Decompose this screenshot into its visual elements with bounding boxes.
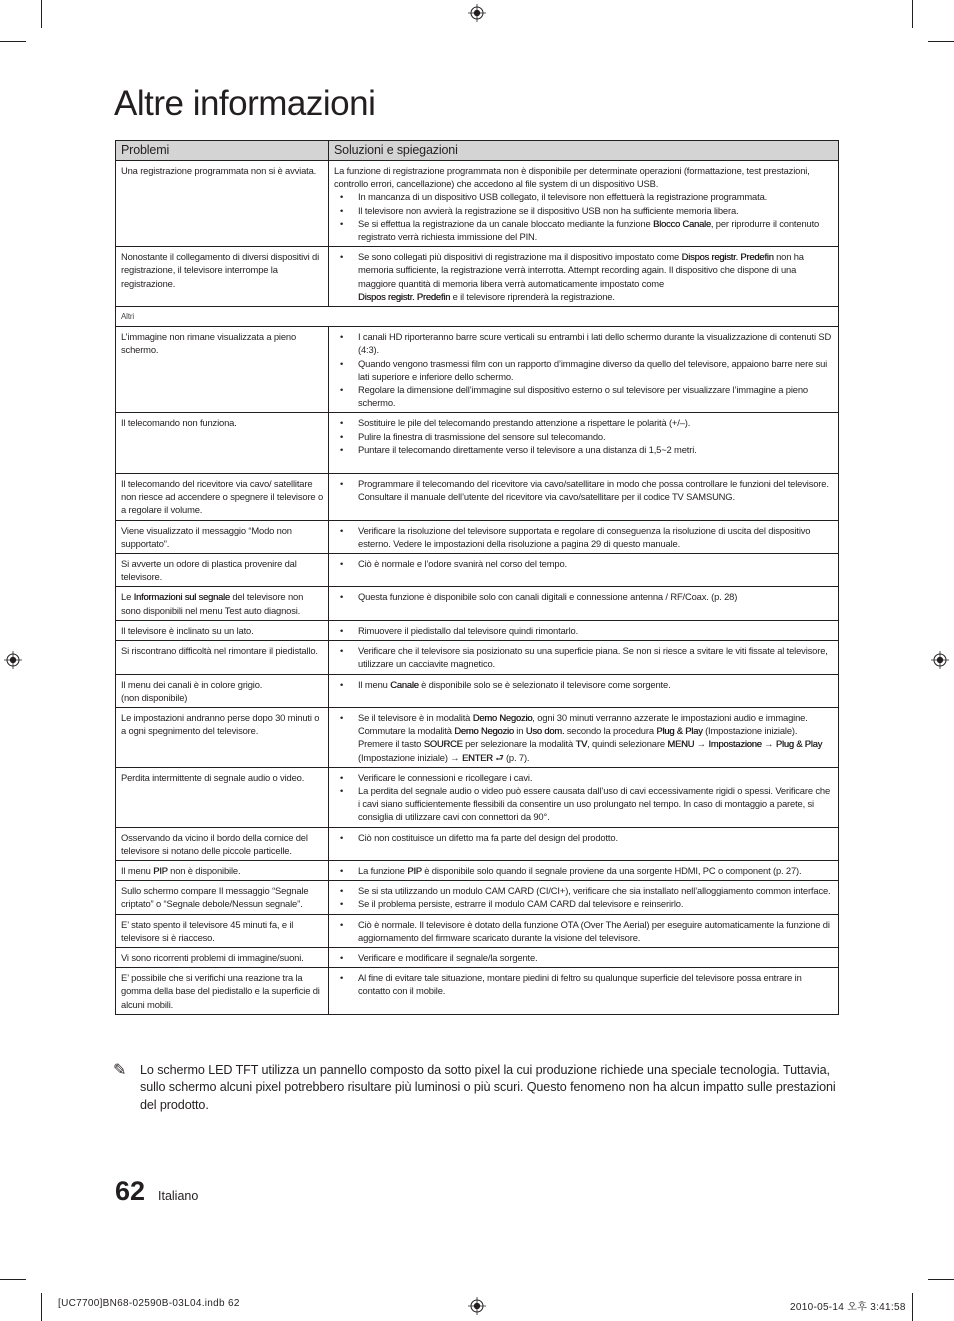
solution-cell xyxy=(329,860,839,880)
solution-item: • Quando vengono trasmessi film con un rapporto d’immagine diverso da quello del televisore, appaiono barre nere sui lati superiore e inferiore dello schermo. xyxy=(334,357,833,383)
column-header-solutions: Soluzioni e spiegazioni xyxy=(329,141,839,161)
solution-item: • Il menu Canale è disponibile solo se è selezionato il televisore come sorgente. xyxy=(334,678,833,691)
solution-item: • Verificare la risoluzione del televisore supportata e regolare di conseguenza la risoluzione di uscita del dispositivo esterno. Vedere le impostazioni della risoluzione a pagina 29 di questo manuale. xyxy=(334,524,833,550)
problem-cell: Il telecomando del ricevitore via cavo/ satellitare non riesce ad accendere o spegnere il televisore o a regolare il volume. xyxy=(116,474,329,521)
problem-cell: Il telecomando non funziona. xyxy=(116,413,329,474)
table-row xyxy=(116,641,839,674)
registration-mark-icon xyxy=(4,651,22,669)
table-row xyxy=(116,860,839,880)
solution-item: • Sostituire le pile del telecomando prestando attenzione a rispettare le polarità (+/–). xyxy=(334,416,833,429)
table-row xyxy=(116,554,839,587)
problem-cell: Perdita intermittente di segnale audio o video. xyxy=(116,767,329,827)
solution-list xyxy=(334,771,833,824)
page-title: Altre informazioni xyxy=(114,84,376,123)
table-header-row xyxy=(116,141,839,161)
solution-cell xyxy=(329,947,839,967)
solution-list xyxy=(334,477,833,503)
crop-mark xyxy=(912,1293,913,1321)
table-row xyxy=(116,247,839,307)
solution-intro: La funzione di registrazione programmata non è disponibile per determinate operazioni (formattazione, test prestazioni, controllo errori, cancellazione) che accedono al file system di un dispositivo USB. xyxy=(334,165,810,190)
solution-item: • Ciò non costituisce un difetto ma fa parte del design del prodotto. xyxy=(334,831,833,844)
solution-item: • Il televisore non avvierà la registrazione se il dispositivo USB non ha sufficiente memoria libera. xyxy=(334,204,833,217)
solution-list xyxy=(334,524,833,550)
note-text: Lo schermo LED TFT utilizza un pannello composto da sotto pixel la cui produzione richiede una speciale tecnologia. Tuttavia, sullo schermo alcuni pixel potrebbero risultare più luminosi o più scuri. Questo fenomeno non ha alcun impatto sulle prestazioni del prodotto. xyxy=(140,1063,836,1112)
solution-cell xyxy=(329,707,839,767)
solution-item: • Regolare la dimensione dell’immagine sul dispositivo esterno o sul televisore per visualizzare l’immagine a pieno schermo. xyxy=(334,383,833,409)
solution-item: • Puntare il telecomando direttamente verso il televisore a una distanza di 1,5~2 metri. xyxy=(334,443,833,456)
solution-list xyxy=(334,330,833,409)
solution-cell xyxy=(329,914,839,947)
table-row xyxy=(116,413,839,474)
solution-list xyxy=(334,971,833,997)
problem-cell: E’ possibile che si verifichi una reazione tra la gomma della base del piedistallo e la superficie di alcuni mobili. xyxy=(116,968,329,1015)
solution-item: • La perdita del segnale audio o video può essere causata dall’uso di cavi eccessivamente rigidi o spessi. Verificare che i cavi siano sufficientemente flessibili da consentire un uso prolungato nel tempo. In caso di montaggio a parete, si consiglia di utilizzare cavi con connettori da 90°. xyxy=(334,784,833,824)
solution-item: • Ciò è normale. Il televisore è dotato della funzione OTA (Over The Aerial) per eseguire automaticamente la funzione di aggiornamento del firmware scaricato durante la visione del televisore. xyxy=(334,918,833,944)
table-row xyxy=(116,327,839,413)
table-row xyxy=(116,968,839,1015)
problem-cell: Una registrazione programmata non si è avviata. xyxy=(116,161,329,247)
registration-mark-icon xyxy=(468,4,486,22)
table-row xyxy=(116,767,839,827)
solution-cell xyxy=(329,554,839,587)
solution-list xyxy=(334,624,833,637)
solution-cell xyxy=(329,474,839,521)
problem-cell: Il televisore è inclinato su un lato. xyxy=(116,620,329,640)
solution-item: • La funzione PIP è disponibile solo quando il segnale proviene da una sorgente HDMI, PC o component (p. 27). xyxy=(334,864,833,877)
note xyxy=(113,1062,843,1114)
solution-list xyxy=(334,190,833,243)
table-row xyxy=(116,520,839,553)
solution-list xyxy=(334,884,833,910)
problem-cell: Osservando da vicino il bordo della cornice del televisore si notano delle piccole particelle. xyxy=(116,827,329,860)
solution-item: • Questa funzione è disponibile solo con canali digitali e connessione antenna / RF/Coax. (p. 28) xyxy=(334,590,833,603)
solution-cell xyxy=(329,881,839,914)
table-row xyxy=(116,881,839,914)
solution-list xyxy=(334,250,833,303)
solution-item: • Se il televisore è in modalità Demo Negozio, ogni 30 minuti verranno azzerate le impostazioni audio e immagine. Commutare la modalità Demo Negozio in Uso dom. secondo la procedura Plug & Play (Impostazione iniziale). Premere il tasto SOURCE per selezionare la modalità TV, quindi selezionare MENU → Impostazione → Plug & Play (Impostazione iniziale) → ENTER ⮐ (p. 7). xyxy=(334,711,833,764)
problem-cell: Si avverte un odore di plastica provenire dal televisore. xyxy=(116,554,329,587)
problem-cell: Si riscontrano difficoltà nel rimontare il piedistallo. xyxy=(116,641,329,674)
solution-cell xyxy=(329,968,839,1015)
solution-list xyxy=(334,951,833,964)
crop-mark xyxy=(41,0,42,28)
solution-item: • I canali HD riporteranno barre scure verticali su entrambi i lati dello schermo durante la visualizzazione di contenuti SD (4:3). xyxy=(334,330,833,356)
crop-mark xyxy=(912,0,913,28)
solution-item: • Se sono collegati più dispositivi di registrazione ma il dispositivo impostato come Dispos registr. Predefin non ha memoria sufficiente, la registrazione verrà interrotta. Attempt recording again. Il dispositivo che dispone di una maggiore quantità di memoria libera verrà automaticamente impostato come Dispos registr. Predefin e il televisore riprenderà la registrazione. xyxy=(334,250,833,303)
solution-cell xyxy=(329,674,839,707)
solution-item: • Se il problema persiste, estrarre il modulo CAM CARD dal televisore e reinserirlo. xyxy=(334,897,833,910)
solution-list xyxy=(334,864,833,877)
solution-item: • Se si effettua la registrazione da un canale bloccato mediante la funzione Blocco Canale, per riprodurre il contenuto registrato verrà richiesta immissione del PIN. xyxy=(334,217,833,243)
solution-cell xyxy=(329,767,839,827)
solution-item: • Pulire la finestra di trasmissione del sensore sul telecomando. xyxy=(334,430,833,443)
crop-mark xyxy=(0,1279,26,1280)
problem-cell: Il menu dei canali è in colore grigio. (non disponibile) xyxy=(116,674,329,707)
solution-cell xyxy=(329,620,839,640)
solution-item: • Verificare le connessioni e ricollegare i cavi. xyxy=(334,771,833,784)
registration-mark-icon xyxy=(931,651,949,669)
problem-cell: Le impostazioni andranno perse dopo 30 minuti o a ogni spegnimento del televisore. xyxy=(116,707,329,767)
solution-item: • Verificare che il televisore sia posizionato su una superficie piana. Se non si riesce a svitare le viti fissate al televisore, utilizzare un cacciavite magnetico. xyxy=(334,644,833,670)
table-row xyxy=(116,947,839,967)
page-number: 62 xyxy=(115,1176,146,1206)
solution-item: • Verificare e modificare il segnale/la sorgente. xyxy=(334,951,833,964)
footer-file-info: [UC7700]BN68-02590B-03L04.indb 62 xyxy=(58,1298,240,1309)
solution-item: • Programmare il telecomando del ricevitore via cavo/satellitare in modo che possa controllare le funzioni del televisore. Consultare il manuale dell’utente del ricevitore via cavo/satellitare per il codice TV SAMSUNG. xyxy=(334,477,833,503)
table-row xyxy=(116,474,839,521)
problem-cell: Vi sono ricorrenti problemi di immagine/suoni. xyxy=(116,947,329,967)
solution-list xyxy=(334,416,833,456)
section-row xyxy=(116,307,839,327)
solution-cell xyxy=(329,161,839,247)
problem-cell: Sullo schermo compare Il messaggio “Segnale criptato” o “Segnale debole/Nessun segnale”. xyxy=(116,881,329,914)
section-label: Altri xyxy=(116,307,839,327)
problem-cell: Le Informazioni sul segnale del televisore non sono disponibili nel menu Test auto diagnosi. xyxy=(116,587,329,620)
crop-mark xyxy=(928,41,954,42)
solution-item: • Rimuovere il piedistallo dal televisore quindi rimontarlo. xyxy=(334,624,833,637)
table-row xyxy=(116,707,839,767)
table-row xyxy=(116,587,839,620)
page-language: Italiano xyxy=(158,1189,199,1203)
problem-cell: E’ stato spento il televisore 45 minuti fa, e il televisore si è riacceso. xyxy=(116,914,329,947)
table-row xyxy=(116,620,839,640)
problem-cell: Viene visualizzato il messaggio “Modo non supportato”. xyxy=(116,520,329,553)
solution-cell xyxy=(329,520,839,553)
column-header-problems: Problemi xyxy=(116,141,329,161)
table-row xyxy=(116,914,839,947)
problem-cell: Nonostante il collegamento di diversi dispositivi di registrazione, il televisore interrompe la registrazione. xyxy=(116,247,329,307)
footer-timestamp: 2010-05-14 오후 3:41:58 xyxy=(790,1302,906,1313)
solution-list xyxy=(334,678,833,691)
solution-cell xyxy=(329,327,839,413)
solution-list xyxy=(334,831,833,844)
crop-mark xyxy=(41,1293,42,1321)
solution-list xyxy=(334,918,833,944)
crop-mark xyxy=(928,1279,954,1280)
solution-item: • Al fine di evitare tale situazione, montare piedini di feltro su qualunque superficie del televisore possa entrare in contatto con il mobile. xyxy=(334,971,833,997)
solution-cell xyxy=(329,413,839,474)
table-row xyxy=(116,161,839,247)
solution-item: • Ciò è normale e l’odore svanirà nel corso del tempo. xyxy=(334,557,833,570)
solution-list xyxy=(334,557,833,570)
solution-item: • Se si sta utilizzando un modulo CAM CARD (CI/CI+), verificare che sia installato nell’alloggiamento common interface. xyxy=(334,884,833,897)
solution-cell xyxy=(329,587,839,620)
table-row xyxy=(116,674,839,707)
troubleshooting-table xyxy=(115,140,839,1015)
problem-cell: Il menu PIP non è disponibile. xyxy=(116,860,329,880)
table-row xyxy=(116,827,839,860)
solution-list xyxy=(334,644,833,670)
pencil-note-icon: ✎ xyxy=(113,1062,127,1079)
solution-cell xyxy=(329,641,839,674)
registration-mark-icon xyxy=(468,1297,486,1315)
solution-list xyxy=(334,711,833,764)
solution-item: • In mancanza di un dispositivo USB collegato, il televisore non effettuerà la registrazione programmata. xyxy=(334,190,833,203)
problem-cell: L’immagine non rimane visualizzata a pieno schermo. xyxy=(116,327,329,413)
solution-cell xyxy=(329,827,839,860)
solution-list xyxy=(334,590,833,603)
solution-cell xyxy=(329,247,839,307)
crop-mark xyxy=(0,41,26,42)
